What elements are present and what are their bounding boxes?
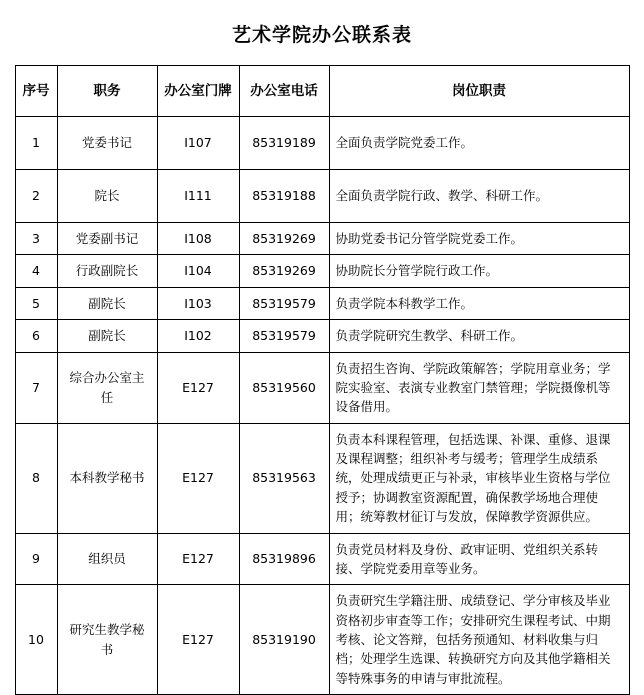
cell-duty: 负责研究生学籍注册、成绩登记、学分审核及毕业资格初步审查等工作；安排研究生课程考试、中期考核、论文答辩，包括务预通知、材料收集与归档；处理学生选课、转换研究方向及其他学籍相关等特殊事务的申请与审批流程。 [329, 585, 629, 695]
table-header-row [15, 66, 629, 117]
cell-room: E127 [157, 423, 239, 533]
cell-seq: 6 [15, 320, 57, 352]
column-header-seq: 序号 [15, 66, 57, 117]
cell-room: I107 [157, 117, 239, 170]
cell-seq: 9 [15, 533, 57, 585]
column-header-post: 职务 [57, 66, 157, 117]
table-row [15, 287, 629, 319]
column-header-room: 办公室门牌 [157, 66, 239, 117]
cell-post: 党委副书记 [57, 223, 157, 255]
table-row [15, 352, 629, 423]
cell-seq: 3 [15, 223, 57, 255]
cell-duty: 全面负责学院行政、教学、科研工作。 [329, 170, 629, 223]
cell-phone: 85319896 [239, 533, 329, 585]
cell-room: I104 [157, 255, 239, 287]
cell-room: I111 [157, 170, 239, 223]
column-header-phone: 办公室电话 [239, 66, 329, 117]
cell-room: I103 [157, 287, 239, 319]
table-row [15, 423, 629, 533]
page-title: 艺术学院办公联系表 [231, 24, 412, 46]
cell-phone: 85319579 [239, 287, 329, 319]
cell-post: 综合办公室主任 [57, 352, 157, 423]
office-contact-table [15, 65, 630, 695]
cell-room: E127 [157, 533, 239, 585]
cell-phone: 85319189 [239, 117, 329, 170]
cell-post: 党委书记 [57, 117, 157, 170]
cell-duty: 负责本科课程管理，包括选课、补课、重修、退课及课程调整；组织补考与缓考；管理学生成绩系统，处理成绩更正与补录，审核毕业生资格与学位授予；协调教室资源配置，确保教学场地合理使用；统筹教材征订与发放，保障教学资源供应。 [329, 423, 629, 533]
cell-duty: 协助党委书记分管学院党委工作。 [329, 223, 629, 255]
cell-duty: 负责学院本科教学工作。 [329, 287, 629, 319]
cell-room: I108 [157, 223, 239, 255]
cell-room: E127 [157, 352, 239, 423]
table-row [15, 223, 629, 255]
cell-post: 研究生教学秘书 [57, 585, 157, 695]
table-row [15, 533, 629, 585]
cell-seq: 5 [15, 287, 57, 319]
table-row [15, 320, 629, 352]
cell-duty: 负责党员材料及身份、政审证明、党组织关系转接、学院党委用章等业务。 [329, 533, 629, 585]
cell-seq: 10 [15, 585, 57, 695]
cell-duty: 负责学院研究生教学、科研工作。 [329, 320, 629, 352]
table-row [15, 170, 629, 223]
table-row [15, 585, 629, 695]
cell-phone: 85319269 [239, 255, 329, 287]
cell-phone: 85319579 [239, 320, 329, 352]
cell-post: 组织员 [57, 533, 157, 585]
cell-phone: 85319563 [239, 423, 329, 533]
cell-seq: 7 [15, 352, 57, 423]
cell-phone: 85319269 [239, 223, 329, 255]
cell-phone: 85319560 [239, 352, 329, 423]
column-header-duty: 岗位职责 [329, 66, 629, 117]
cell-duty: 负责招生咨询、学院政策解答；学院用章业务；学院实验室、表演专业教室门禁管理；学院摄像机等设备借用。 [329, 352, 629, 423]
cell-phone: 85319188 [239, 170, 329, 223]
cell-post: 本科教学秘书 [57, 423, 157, 533]
cell-room: I102 [157, 320, 239, 352]
cell-seq: 8 [15, 423, 57, 533]
table-row [15, 255, 629, 287]
cell-duty: 全面负责学院党委工作。 [329, 117, 629, 170]
cell-post: 行政副院长 [57, 255, 157, 287]
cell-post: 副院长 [57, 287, 157, 319]
cell-room: E127 [157, 585, 239, 695]
cell-seq: 2 [15, 170, 57, 223]
table-row [15, 117, 629, 170]
cell-seq: 1 [15, 117, 57, 170]
cell-phone: 85319190 [239, 585, 329, 695]
cell-seq: 4 [15, 255, 57, 287]
cell-post: 副院长 [57, 320, 157, 352]
cell-post: 院长 [57, 170, 157, 223]
cell-duty: 协助院长分管学院行政工作。 [329, 255, 629, 287]
